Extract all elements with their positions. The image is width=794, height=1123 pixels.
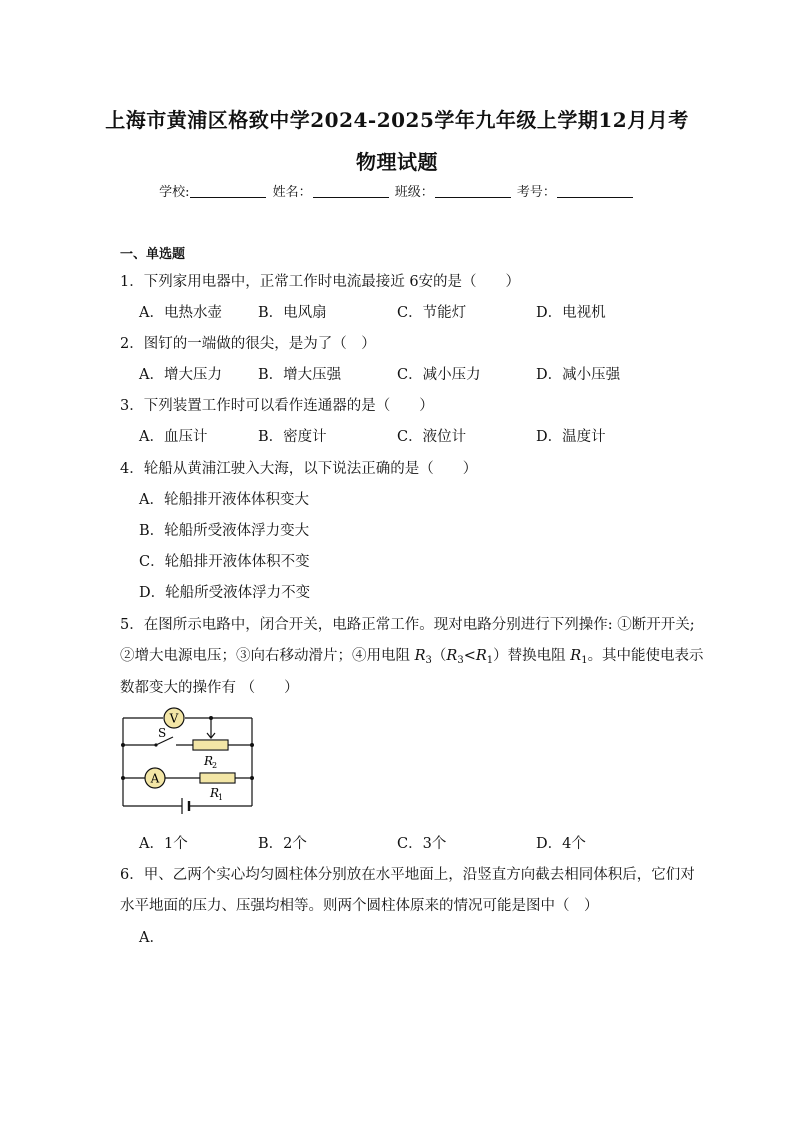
- question-2-option-b: B．增大压强: [258, 367, 342, 383]
- junction-dot: [250, 743, 254, 747]
- question-3-option-a: A．血压计: [139, 429, 208, 445]
- question-3-option-c: C．液位计: [397, 429, 467, 445]
- r1-subscript: 1: [218, 793, 224, 802]
- less-than-sign: <: [463, 648, 476, 664]
- r3-symbol-2: R: [446, 648, 458, 664]
- r3-symbol: R: [414, 648, 426, 664]
- question-5-stem-line2: [120, 644, 704, 666]
- voltmeter-label: V: [169, 711, 179, 726]
- question-1-option-c: C．节能灯: [397, 305, 467, 321]
- question-4-option-b: B．轮船所受液体浮力变大: [139, 523, 310, 539]
- exam-title-line1: 上海市黄浦区格致中学2024-2025学年九年级上学期12月月考: [105, 108, 689, 132]
- class-label: 班级：: [394, 185, 434, 200]
- junction-dot: [121, 776, 125, 780]
- name-blank: [313, 184, 389, 198]
- name-label: 姓名：: [272, 185, 312, 200]
- r1-label: R: [210, 786, 220, 800]
- question-2-option-d: D．减小压强: [536, 367, 621, 383]
- question-5-stem-line2-b: 。其中能使电表示: [587, 648, 704, 664]
- question-3-option-b: B．密度计: [258, 429, 327, 445]
- r1-subscript-2: 1: [581, 655, 588, 666]
- r1-symbol-2: R: [570, 648, 582, 664]
- question-6-stem-line1: 6．甲、乙两个实心均匀圆柱体分别放在水平地面上，沿竖直方向截去相同体积后，它们对: [120, 867, 695, 883]
- question-1-stem: 1．下列家用电器中，正常工作时电流最接近 6安的是（ ）: [120, 274, 521, 290]
- junction-dot: [209, 716, 213, 720]
- circuit-diagram: [118, 700, 260, 815]
- question-3-option-d: D．温度计: [536, 429, 606, 445]
- r2-label: R: [204, 754, 214, 768]
- question-4-option-a: A．轮船排开液体体积变大: [139, 492, 309, 508]
- question-2-option-a: A．增大压力: [139, 367, 222, 383]
- question-5-option-d: D．4个: [536, 836, 586, 852]
- exam-title-line2: 物理试题: [356, 150, 438, 174]
- question-6-option-a: A．: [139, 930, 164, 946]
- section-heading: 一、单选题: [120, 247, 186, 262]
- question-5-stem-line3: 数都变大的操作有 （ ）: [120, 680, 299, 696]
- question-5-stem-line1: 5．在图所示电路中，闭合开关，电路正常工作。现对电路分别进行下列操作: ①断开开关;: [120, 617, 695, 633]
- r3-subscript: 3: [425, 655, 432, 666]
- r2-subscript: 2: [212, 761, 218, 770]
- junction-dot: [121, 743, 125, 747]
- question-5-option-b: B．2个: [258, 836, 307, 852]
- ammeter-label: A: [150, 771, 160, 786]
- question-4-option-d: D．轮船所受液体浮力不变: [139, 585, 311, 601]
- switch-pivot: [154, 743, 157, 746]
- class-blank: [435, 184, 511, 198]
- junction-dot: [250, 776, 254, 780]
- switch-label: S: [158, 726, 167, 740]
- r1-subscript: 1: [486, 655, 494, 666]
- question-1-option-b: B．电风扇: [258, 305, 327, 321]
- school-label: 学校:: [159, 185, 190, 200]
- question-4-option-c: C．轮船排开液体体积不变: [139, 554, 310, 570]
- question-5-option-a: A．1个: [139, 836, 188, 852]
- r1-symbol: R: [475, 648, 487, 664]
- question-5-option-c: C．3个: [397, 836, 447, 852]
- school-blank: [190, 184, 266, 198]
- question-2-option-c: C．减小压力: [397, 367, 481, 383]
- rheostat-r2: [194, 741, 228, 750]
- question-3-stem: 3．下列装置工作时可以看作连通器的是（ ）: [120, 398, 434, 414]
- r3-subscript-2: 3: [457, 655, 464, 666]
- question-1-option-a: A．电热水壶: [139, 305, 222, 321]
- question-4-stem: 4．轮船从黄浦江驶入大海，以下说法正确的是（ ）: [120, 461, 478, 477]
- paren-open: （: [431, 648, 447, 664]
- resistor-r1: [201, 774, 235, 783]
- id-blank: [557, 184, 633, 198]
- id-label: 考号：: [516, 185, 556, 200]
- question-1-option-d: D．电视机: [536, 305, 606, 321]
- question-5-stem-line2-a: ②增大电源电压；③向右移动滑片；④用电阻: [120, 648, 415, 664]
- question-2-stem: 2．图钉的一端做的很尖，是为了（ ）: [120, 336, 376, 352]
- student-info-row: [0, 181, 794, 200]
- question-6-stem-line2: 水平地面的压力、压强均相等。则两个圆柱体原来的情况可能是图中（ ）: [120, 898, 599, 914]
- paren-close: ）替换电阻: [493, 648, 571, 664]
